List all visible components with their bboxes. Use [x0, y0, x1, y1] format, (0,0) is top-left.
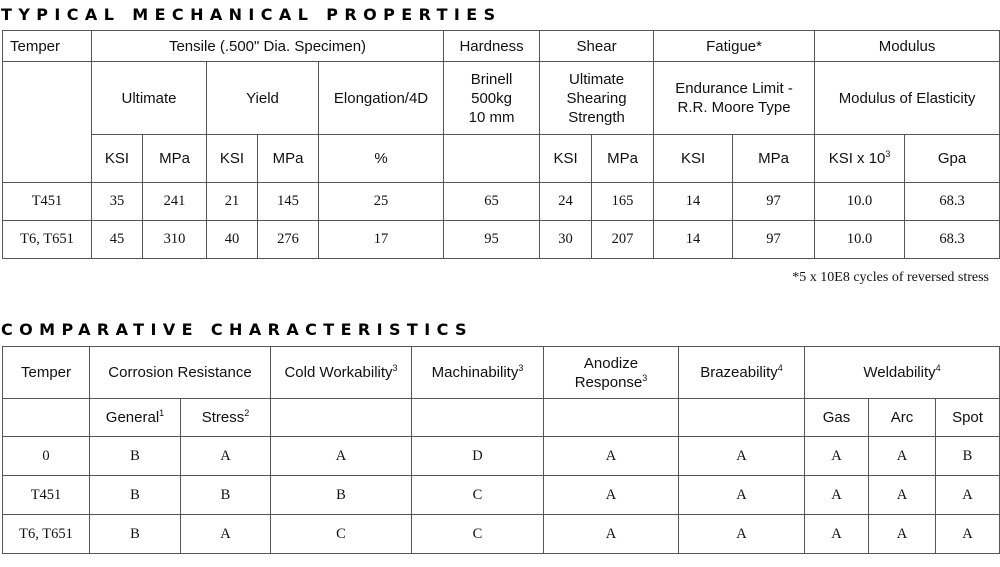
unit-elongation: % [319, 135, 444, 183]
fatigue-header: Fatigue* [654, 31, 815, 62]
table-cell: C [412, 515, 544, 554]
unit-modulus-ksi [815, 135, 905, 183]
arc-subheader: Arc [869, 399, 936, 437]
cold-workability-note: 3 [392, 363, 398, 373]
shearing-line-1: Ultimate [569, 70, 625, 88]
endurance-line-1: Endurance Limit - [675, 80, 793, 97]
table-cell: 97 [733, 221, 815, 259]
comp-sub-blank-cold [271, 399, 412, 437]
comp-temper-header: Temper [3, 347, 90, 399]
shearing-strength-subheader [540, 62, 654, 135]
table-cell: A [181, 437, 271, 476]
table-row [3, 183, 1000, 221]
brinell-line-3: 10 mm [468, 108, 515, 126]
table-cell: A [869, 476, 936, 515]
table-cell: 68.3 [905, 221, 1000, 259]
table-cell: 14 [654, 221, 733, 259]
unit-shear-mpa: MPa [592, 135, 654, 183]
general-subheader [90, 399, 181, 437]
table-row [3, 515, 1000, 554]
temper-header: Temper [3, 31, 92, 62]
unit-modulus-gpa: Gpa [905, 135, 1000, 183]
unit-ultimate-ksi: KSI [92, 135, 143, 183]
table-cell: A [869, 437, 936, 476]
unit-ultimate-mpa: MPa [143, 135, 207, 183]
unit-yield-ksi: KSI [207, 135, 258, 183]
table-cell: C [271, 515, 412, 554]
unit-shear-ksi: KSI [540, 135, 592, 183]
cold-workability-header [271, 347, 412, 399]
unit-hardness-blank [444, 135, 540, 183]
table-cell: A [869, 515, 936, 554]
brazeability-text: Brazeability [700, 364, 778, 381]
comp-sub-blank-braze [679, 399, 805, 437]
table-cell: A [679, 437, 805, 476]
anodize-line-1: Anodize [583, 354, 639, 372]
table-cell: 10.0 [815, 183, 905, 221]
fatigue-footnote: *5 x 10E8 cycles of reversed stress [792, 270, 989, 285]
table-cell: A [679, 515, 805, 554]
table-cell: B [90, 476, 181, 515]
table-cell: 276 [258, 221, 319, 259]
unit-fatigue-mpa: MPa [733, 135, 815, 183]
comparative-characteristics-title: COMPARATIVE CHARACTERISTICS [1, 320, 473, 339]
table-cell: 95 [444, 221, 540, 259]
temper-header-blank [3, 62, 92, 183]
shearing-line-2: Shearing [566, 89, 627, 107]
machinability-note: 3 [518, 363, 524, 373]
table-cell: B [90, 515, 181, 554]
table-cell: 40 [207, 221, 258, 259]
machinability-text: Machinability [431, 364, 519, 381]
table-cell: 65 [444, 183, 540, 221]
table-cell: B [90, 437, 181, 476]
table-cell: 35 [92, 183, 143, 221]
stress-note: 2 [244, 408, 250, 418]
table-cell: A [805, 437, 869, 476]
table-cell: B [271, 476, 412, 515]
yield-subheader: Yield [207, 62, 319, 135]
table-cell: A [181, 515, 271, 554]
table-cell: A [544, 515, 679, 554]
table-row [3, 476, 1000, 515]
row-temper-cell: 0 [3, 437, 90, 476]
table-cell: D [412, 437, 544, 476]
weldability-header [805, 347, 1000, 399]
unit-modulus-exponent: 3 [885, 149, 891, 159]
unit-fatigue-ksi: KSI [654, 135, 733, 183]
mechanical-properties-title: TYPICAL MECHANICAL PROPERTIES [1, 5, 502, 24]
table-cell: 25 [319, 183, 444, 221]
table-cell: 97 [733, 183, 815, 221]
shear-header: Shear [540, 31, 654, 62]
table-cell: 207 [592, 221, 654, 259]
table-cell: A [544, 437, 679, 476]
table-cell: B [181, 476, 271, 515]
spot-subheader: Spot [936, 399, 1000, 437]
row-temper-cell: T451 [3, 476, 90, 515]
elasticity-subheader: Modulus of Elasticity [815, 62, 1000, 135]
brinell-line-2: 500kg [471, 89, 512, 107]
table-cell: A [805, 476, 869, 515]
table-cell: 45 [92, 221, 143, 259]
table-cell: A [805, 515, 869, 554]
stress-text: Stress [201, 409, 245, 426]
table-cell: 30 [540, 221, 592, 259]
weldability-note: 4 [935, 363, 941, 373]
table-cell: A [936, 476, 1000, 515]
table-cell: 145 [258, 183, 319, 221]
table-cell: B [936, 437, 1000, 476]
table-cell: 10.0 [815, 221, 905, 259]
table-cell: 310 [143, 221, 207, 259]
table-cell: A [679, 476, 805, 515]
general-text: General [105, 409, 160, 426]
table-cell: C [412, 476, 544, 515]
comp-sub-blank-machinability [412, 399, 544, 437]
endurance-limit-subheader [654, 62, 815, 135]
unit-modulus-ksi-text: KSI x 10 [828, 150, 886, 167]
brazeability-header [679, 347, 805, 399]
weldability-text: Weldability [863, 364, 936, 381]
table-cell: 21 [207, 183, 258, 221]
comp-sub-blank-temper [3, 399, 90, 437]
cold-workability-text: Cold Workability [284, 364, 393, 381]
table-cell: 24 [540, 183, 592, 221]
comp-sub-blank-anodize [544, 399, 679, 437]
anodize-line-2: Response [574, 373, 643, 391]
stress-subheader [181, 399, 271, 437]
table-cell: A [544, 476, 679, 515]
table-cell: 14 [654, 183, 733, 221]
table-cell: 68.3 [905, 183, 1000, 221]
table-cell: A [936, 515, 1000, 554]
comparative-characteristics-table [2, 346, 1000, 554]
row-temper-cell: T6, T651 [3, 515, 90, 554]
endurance-line-2: R.R. Moore Type [677, 99, 791, 116]
general-note: 1 [159, 408, 165, 418]
table-row [3, 437, 1000, 476]
gas-subheader: Gas [805, 399, 869, 437]
table-cell: 17 [319, 221, 444, 259]
corrosion-resistance-header: Corrosion Resistance [90, 347, 271, 399]
unit-yield-mpa: MPa [258, 135, 319, 183]
brinell-subheader [444, 62, 540, 135]
anodize-response-header [544, 347, 679, 399]
brinell-line-1: Brinell [470, 70, 513, 88]
machinability-header [412, 347, 544, 399]
ultimate-subheader: Ultimate [92, 62, 207, 135]
row-temper-cell: T451 [3, 183, 92, 221]
mechanical-properties-table [2, 30, 1000, 259]
modulus-header: Modulus [815, 31, 1000, 62]
table-row [3, 221, 1000, 259]
shearing-line-3: Strength [568, 108, 625, 126]
row-temper-cell: T6, T651 [3, 221, 92, 259]
hardness-header: Hardness [444, 31, 540, 62]
table-cell: 241 [143, 183, 207, 221]
elongation-subheader: Elongation/4D [319, 62, 444, 135]
table-cell: A [271, 437, 412, 476]
brazeability-note: 4 [777, 363, 783, 373]
tensile-header: Tensile (.500" Dia. Specimen) [92, 31, 444, 62]
anodize-note: 3 [642, 372, 648, 383]
table-cell: 165 [592, 183, 654, 221]
